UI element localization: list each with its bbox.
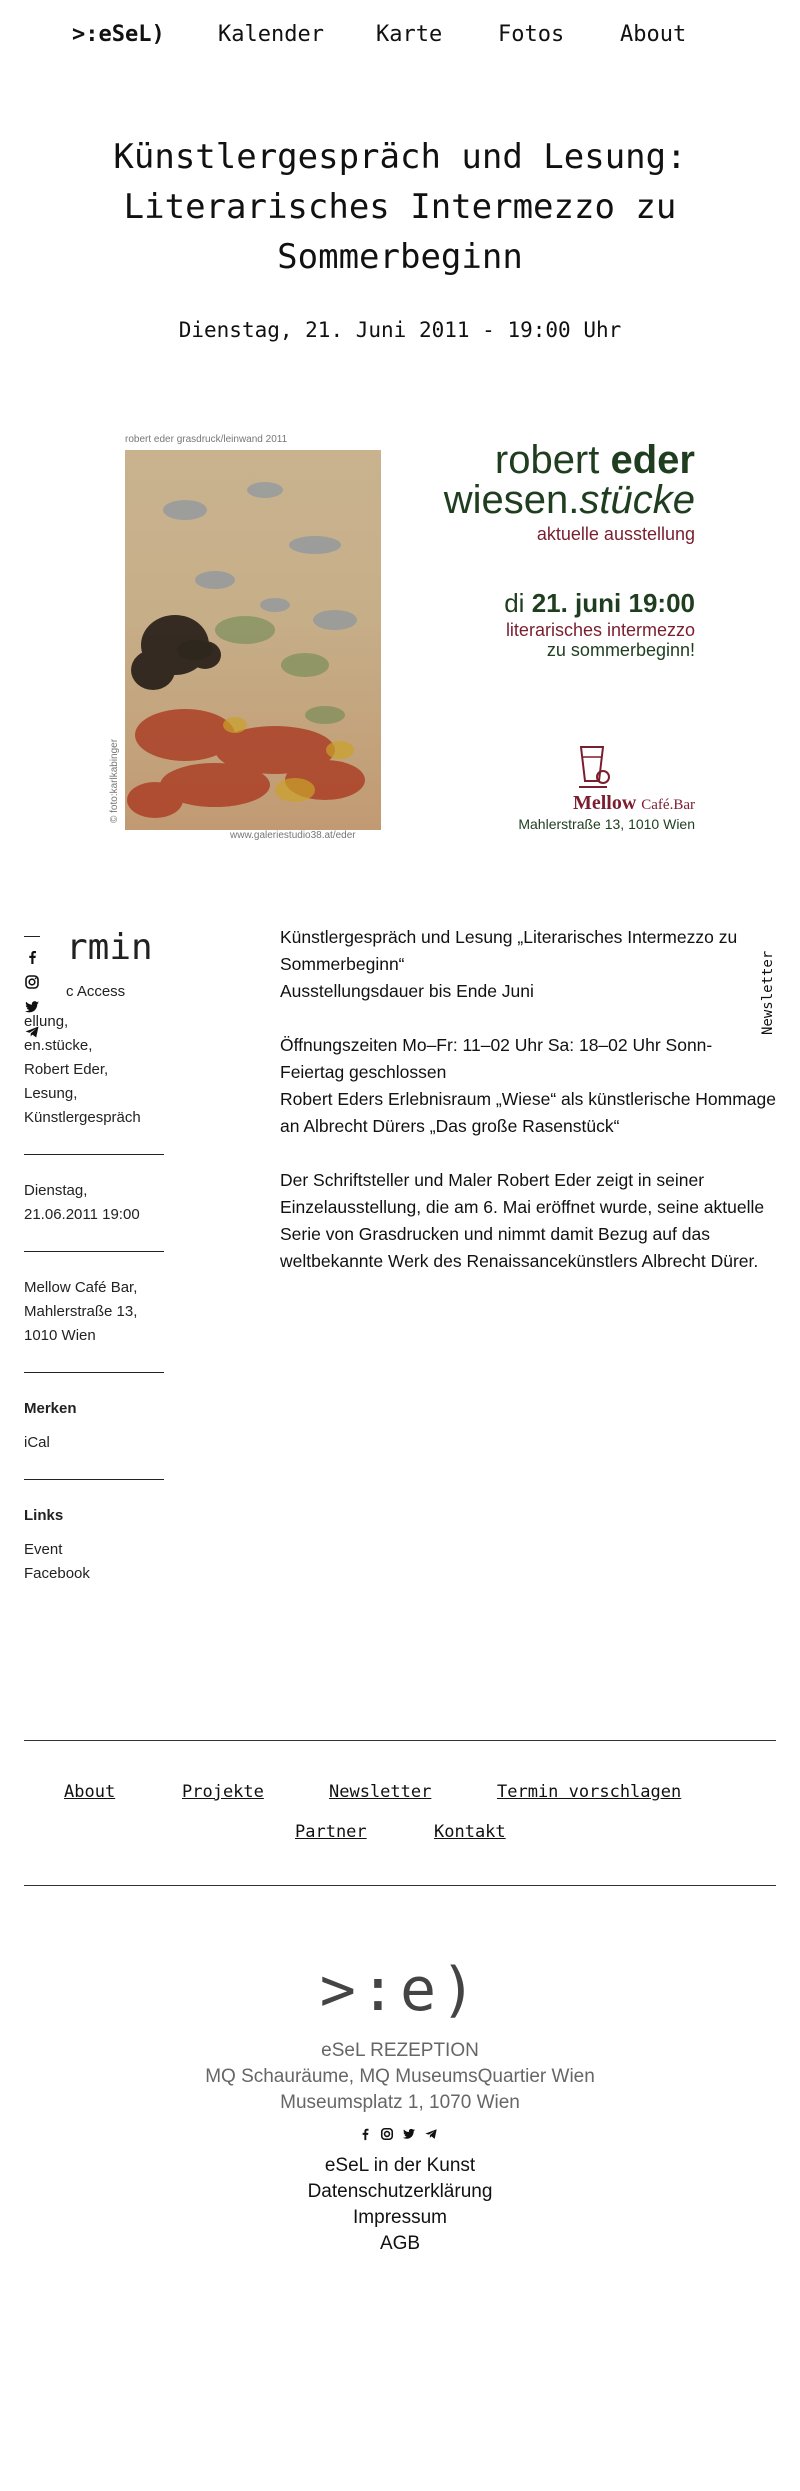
event-poster xyxy=(105,428,695,848)
footer-logo[interactable]: >:e) xyxy=(319,1955,481,2025)
poster-date xyxy=(504,588,695,619)
footer-link-kontakt[interactable]: Kontakt xyxy=(434,1822,506,1842)
poster-exhibit-title xyxy=(444,478,695,522)
description-paragraph: Künstlergespräch und Lesung „Literarisches Intermezzo zu Sommerbeginn“ Ausstellungsdauer bis Ende Juni xyxy=(280,927,738,1001)
sidebar-datetime: Dienstag, 21.06.2011 19:00 xyxy=(24,1182,140,1223)
instagram-icon[interactable] xyxy=(380,2127,394,2141)
poster-exhibit-italic: stücke xyxy=(579,478,695,522)
footer-venue: MQ Schauräume, MQ MuseumsQuartier Wien xyxy=(205,2066,595,2087)
footer-org: eSeL REZEPTION xyxy=(321,2040,479,2061)
footer-link-partner[interactable]: Partner xyxy=(295,1822,367,1842)
poster-line2: zu sommerbeginn! xyxy=(546,640,695,660)
poster-subtitle: aktuelle ausstellung xyxy=(536,524,695,544)
poster-url: www.galeriestudio38.at/eder xyxy=(230,830,356,841)
event-link[interactable]: Event xyxy=(24,1541,63,1558)
poster-name-light: robert xyxy=(494,438,600,482)
sidebar-tags: ellung, en.stücke, Robert Eder, Lesung, Künstlergespräch xyxy=(24,1013,141,1126)
nav-fotos[interactable]: Fotos xyxy=(498,22,565,47)
footer-link-agb[interactable]: AGB xyxy=(379,2233,421,2254)
poster-date-bold: 21. juni 19:00 xyxy=(531,588,695,618)
instagram-icon[interactable] xyxy=(24,974,40,990)
sidebar-location: Mellow Café Bar, Mahlerstraße 13, 1010 Wien xyxy=(24,1279,138,1344)
footer-address: Museumsplatz 1, 1070 Wien xyxy=(280,2092,520,2113)
poster-name-bold: eder xyxy=(610,438,695,482)
grass-print-artwork xyxy=(125,450,381,830)
telegram-icon[interactable] xyxy=(24,1024,40,1040)
footer-social-icons xyxy=(358,2125,448,2143)
sidebar-divider xyxy=(24,1251,164,1252)
poster-exhibit: wiesen. xyxy=(443,478,580,522)
event-title: Künstlergespräch und Lesung: Literarisches Intermezzo zu Sommerbeginn xyxy=(113,137,687,277)
sidebar-divider xyxy=(24,1479,164,1480)
sidebar-access: c Access xyxy=(66,983,126,1000)
share-bar-rule xyxy=(24,936,40,937)
footer-link-projekte[interactable]: Projekte xyxy=(182,1782,264,1802)
footer-link-newsletter[interactable]: Newsletter xyxy=(329,1782,432,1802)
poster-caption: robert eder grasdruck/leinwand 2011 xyxy=(125,434,288,445)
twitter-icon[interactable] xyxy=(24,999,40,1015)
twitter-icon[interactable] xyxy=(402,2127,416,2141)
facebook-icon[interactable] xyxy=(24,949,40,965)
facebook-icon[interactable] xyxy=(358,2127,372,2141)
footer-link-kunst[interactable]: eSeL in der Kunst xyxy=(324,2155,476,2176)
event-description xyxy=(280,924,776,1302)
footer-link-termin-vorschlagen[interactable]: Termin vorschlagen xyxy=(497,1782,682,1802)
footer-rule-bottom xyxy=(24,1885,776,1886)
poster-line1: literarisches intermezzo xyxy=(505,620,695,640)
sidebar-heading: rmin xyxy=(66,927,153,968)
telegram-icon[interactable] xyxy=(424,2127,438,2141)
description-paragraph: Der Schriftsteller und Maler Robert Eder zeigt in seiner Einzelausstellung, die am 6. Mai eröffnet wurde, seine aktuelle Serie von Grasdrucken und nimmt damit Bezug auf das weltbekannte Werk des Renaissancekünstlers Albrecht Dürer. xyxy=(280,1170,765,1271)
glass-icon xyxy=(573,743,613,793)
description-paragraph: Öffnungszeiten Mo–Fr: 11–02 Uhr Sa: 18–02 Uhr Sonn- Feiertag geschlossen Robert Eders Erlebnisraum „Wiese“ als künstlerische Hommage an Albrecht Dürers „Das große Rasenstück“ xyxy=(280,1035,777,1136)
footer-link-impressum[interactable]: Impressum xyxy=(353,2207,447,2228)
newsletter-side-tab[interactable]: Newsletter xyxy=(760,950,776,1035)
poster-address: Mahlerstraße 13, 1010 Wien xyxy=(518,816,695,832)
footer-link-datenschutz[interactable]: Datenschutzerklärung xyxy=(307,2181,493,2202)
nav-kalender[interactable]: Kalender xyxy=(218,22,324,47)
poster-venue-rest: Café.Bar xyxy=(641,797,695,813)
top-navigation xyxy=(0,0,800,74)
poster-venue xyxy=(573,792,695,815)
site-logo[interactable]: >:eSeL) xyxy=(72,22,165,47)
footer-link-about[interactable]: About xyxy=(64,1782,116,1802)
links-label: Links xyxy=(24,1507,64,1524)
sidebar-divider xyxy=(24,1372,164,1373)
event-sidebar xyxy=(24,928,164,1586)
share-bar xyxy=(24,936,40,1049)
merken-label: Merken xyxy=(24,1400,77,1417)
poster-date-prefix: di xyxy=(504,588,525,618)
ical-link[interactable]: iCal xyxy=(24,1434,50,1451)
poster-venue-bold: Mellow xyxy=(572,792,637,814)
footer-rule-top xyxy=(24,1740,776,1741)
photo-credit: © foto:karlkabinger xyxy=(109,738,120,823)
poster-artist-name xyxy=(495,438,695,482)
sidebar-divider xyxy=(24,1154,164,1155)
nav-karte[interactable]: Karte xyxy=(376,22,443,47)
event-date: Dienstag, 21. Juni 2011 - 19:00 Uhr xyxy=(178,318,622,342)
facebook-link[interactable]: Facebook xyxy=(24,1565,90,1582)
nav-about[interactable]: About xyxy=(620,22,687,47)
